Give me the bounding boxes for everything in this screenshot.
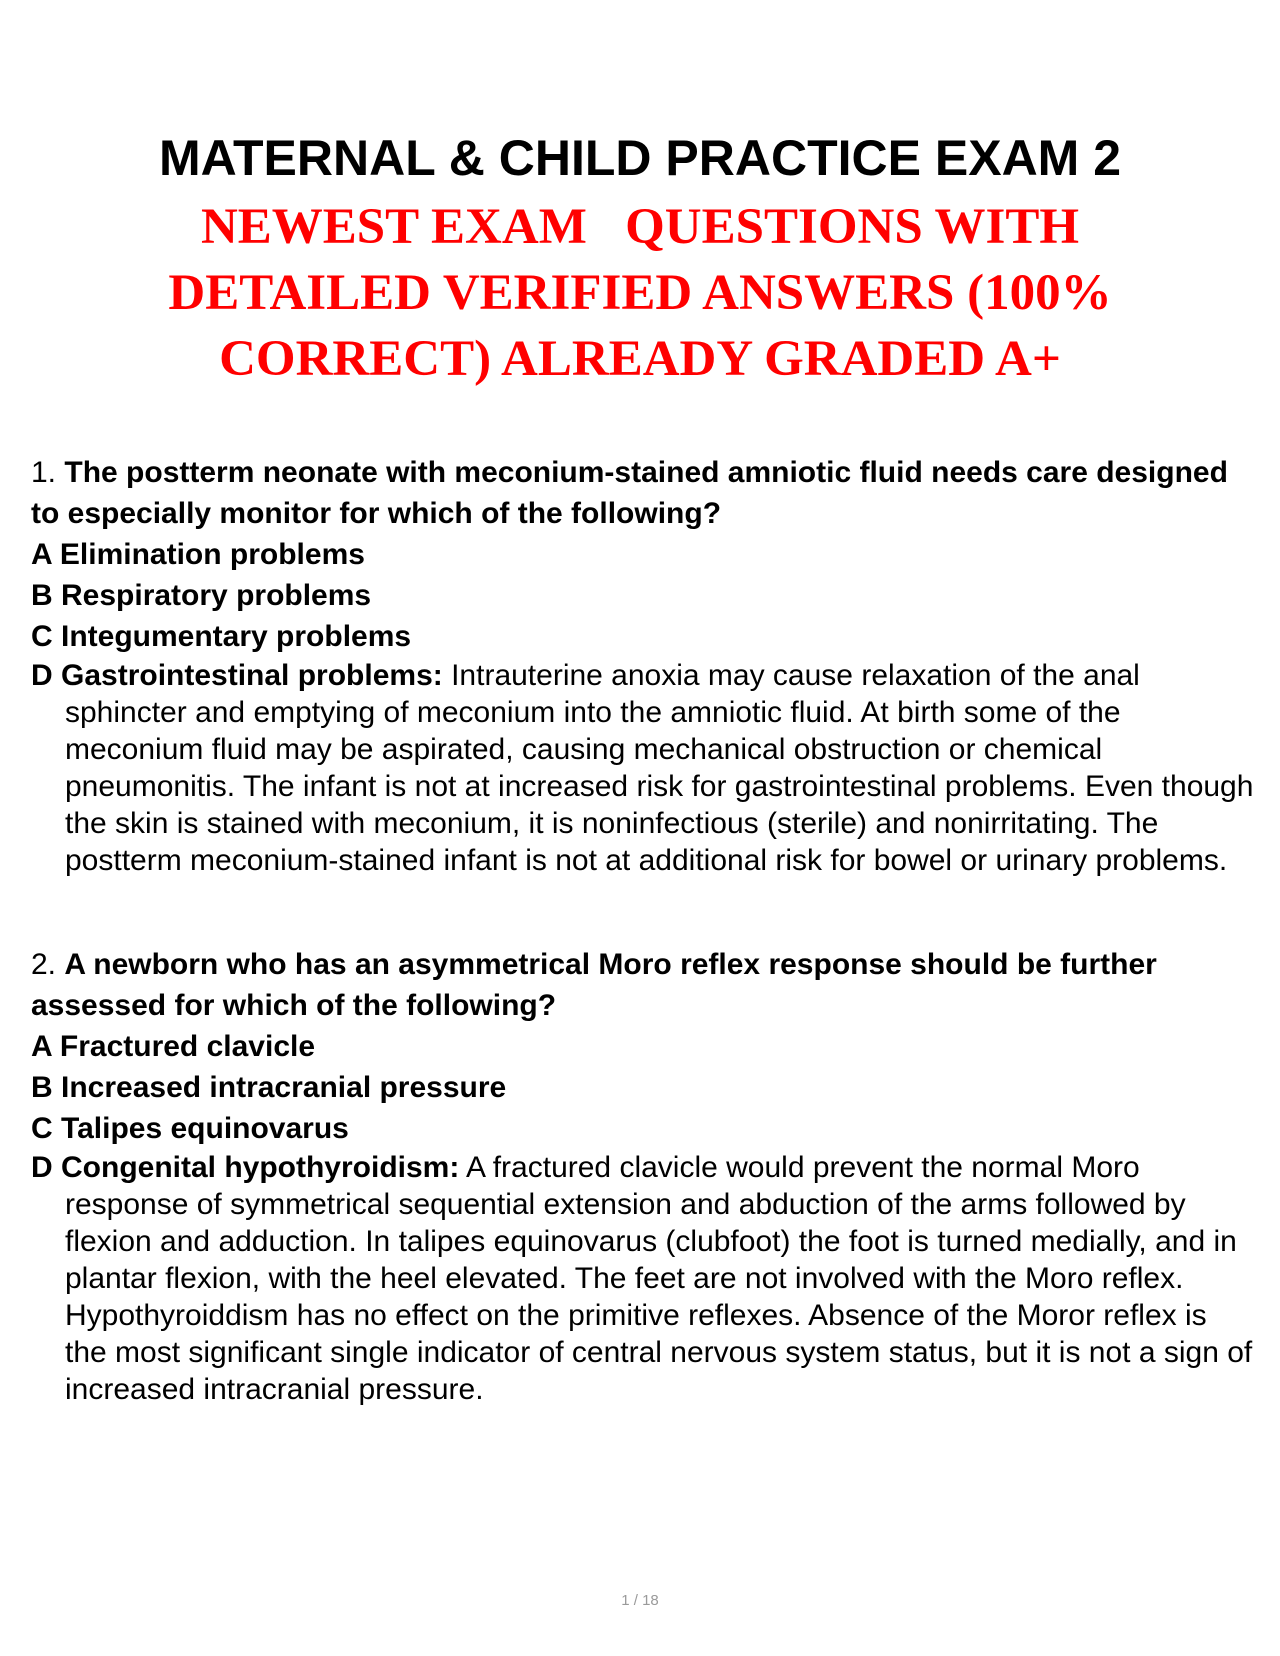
question-text: A newborn who has an asymmetrical Moro reflex response should be further assessed for which of the following? (31, 948, 1157, 1022)
option-c: C Talipes equinovarus (31, 1112, 349, 1145)
option-b: B Increased intracranial pressure (31, 1071, 507, 1104)
answer-explanation: Intrauterine anoxia may cause relaxation of the anal sphincter and emptying of meconium into the amniotic fluid. At birth some of the meconium fluid may be aspirated, causing mechanical obstruction or chemical pneumonitis. The infant is not at increased risk for gastrointestinal problems. Even though the skin is stained with meconium, it is noninfectious (sterile) and nonirritating. The postterm meconium-stained infant is not at additional risk for bowel or urinary problems. (65, 659, 1254, 877)
subtitle-line: DETAILED VERIFIED ANSWERS (100% (168, 265, 1112, 321)
option-a: A Elimination problems (31, 538, 365, 571)
page-indicator: 1 / 18 (621, 1592, 659, 1609)
subtitle-line: NEWEST EXAM QUESTIONS WITH (200, 199, 1080, 255)
document-subtitle (90, 194, 1190, 392)
answer-label: D Gastrointestinal problems: (31, 659, 443, 692)
option-c: C Integumentary problems (31, 620, 412, 653)
option-d-answer (31, 1149, 1255, 1408)
option-a: A Fractured clavicle (31, 1030, 316, 1063)
question-number: 2. (31, 948, 57, 981)
document-title: MATERNAL & CHILD PRACTICE EXAM 2 (158, 130, 1122, 186)
question-2 (31, 944, 1253, 1408)
question-stem (31, 452, 1231, 534)
question-text: The postterm neonate with meconium-stained amniotic fluid needs care designed to especially monitor for which of the following? (31, 456, 1228, 530)
option-d-answer (31, 657, 1255, 879)
answer-label: D Congenital hypothyroidism: (31, 1151, 460, 1184)
option-b: B Respiratory problems (31, 579, 372, 612)
question-1 (31, 452, 1254, 879)
answer-explanation: A fractured clavicle would prevent the normal Moro response of symmetrical sequential extension and abduction of the arms followed by flexion and adduction. In talipes equinovarus (clubfoot) the foot is turned medially, and in plantar flexion, with the heel elevated. The feet are not involved with the Moro reflex. Hypothyroiddism has no effect on the primitive reflexes. Absence of the Moror reflex is the most significant single indicator of central nervous system status, but it is not a sign of increased intracranial pressure. (65, 1151, 1253, 1406)
subtitle-line: CORRECT) ALREADY GRADED A+ (219, 331, 1061, 387)
question-stem (31, 944, 1231, 1026)
question-number: 1. (31, 456, 57, 489)
